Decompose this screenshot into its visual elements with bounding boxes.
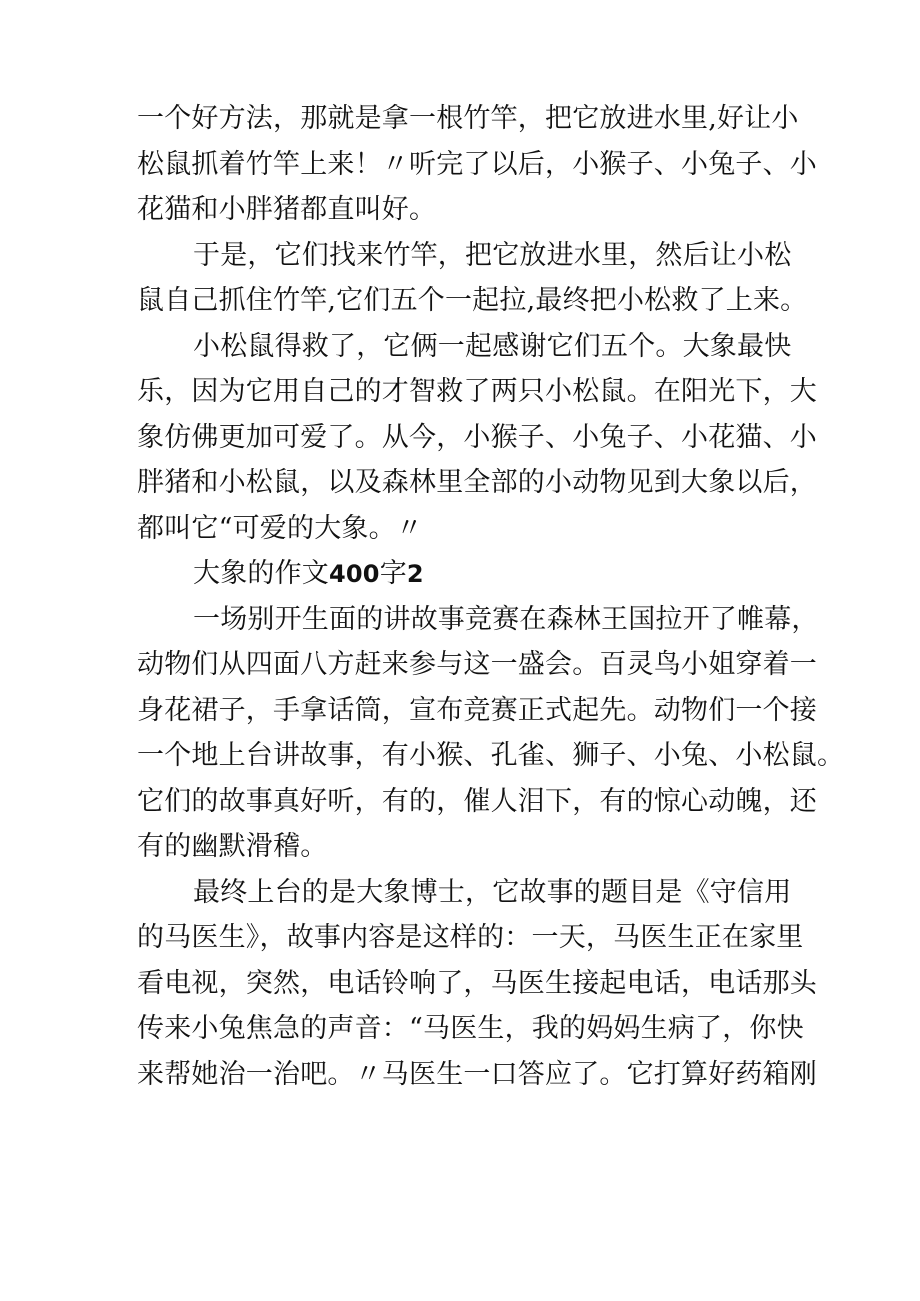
heading-text: 大象的作文 xyxy=(193,558,329,589)
paragraph-line: 花猫和小胖猪都直叫好。 xyxy=(137,194,437,225)
paragraph-line: 有的幽默滑稽。 xyxy=(137,831,328,862)
paragraph-line: 一个好方法，那就是拿一根竹竿，把它放进水里,好让小 xyxy=(137,103,799,134)
paragraph-line: 动物们从四面八方赶来参与这一盛会。百灵鸟小姐穿着一 xyxy=(137,649,817,680)
paragraph-line: 来帮她治一治吧。〃马医生一口答应了。它打算好药箱刚 xyxy=(137,1058,817,1090)
paragraph-line: 它们的故事真好听，有的，催人泪下，有的惊心动魄，还 xyxy=(137,785,817,817)
paragraph-line: 最终上台的是大象博士，它故事的题目是《守信用 xyxy=(193,876,792,908)
paragraph-line: 乐，因为它用自己的才智救了两只小松鼠。在阳光下，大 xyxy=(137,376,817,407)
heading-number: 400 xyxy=(329,560,380,588)
paragraph-line: 鼠自己抓住竹竿,它们五个一起拉,最终把小松救了上来。 xyxy=(137,285,808,316)
paragraph-line: 一个地上台讲故事，有小猴、孔雀、狮子、小兔、小松鼠。 xyxy=(137,740,845,771)
paragraph-line: 看电视，突然，电话铃响了，马医生接起电话，电话那头 xyxy=(137,967,817,999)
paragraph-line: 身花裙子，手拿话筒，宣布竞赛正式起先。动物们一个接 xyxy=(137,694,817,726)
paragraph-line: 胖猪和小松鼠，以及森林里全部的小动物见到大象以后， xyxy=(137,467,817,498)
heading-suffix: 字 xyxy=(379,558,407,589)
paragraph-line: 的马医生》，故事内容是这样的：一天，马医生正在家里 xyxy=(137,922,804,953)
section-heading xyxy=(137,551,797,597)
paragraph-line: 传来小兔焦急的声音：“马医生，我的妈妈生病了，你快 xyxy=(137,1013,804,1044)
document-body xyxy=(137,96,845,1097)
paragraph-line: 松鼠抓着竹竿上来！〃听完了以后，小猴子、小兔子、小 xyxy=(137,148,817,180)
heading-index: 2 xyxy=(406,560,424,588)
paragraph-line: 都叫它“可爱的大象。〃 xyxy=(137,512,424,544)
paragraph-line: 象仿佛更加可爱了。从今，小猴子、小兔子、小花猫、小 xyxy=(137,421,817,453)
paragraph-line: 小松鼠得救了，它俩一起感谢它们五个。大象最快 xyxy=(193,330,792,362)
paragraph-line: 一场别开生面的讲故事竞赛在森林王国拉开了帷幕， xyxy=(193,603,819,635)
paragraph-line: 于是，它们找来竹竿，把它放进水里，然后让小松 xyxy=(193,239,792,271)
